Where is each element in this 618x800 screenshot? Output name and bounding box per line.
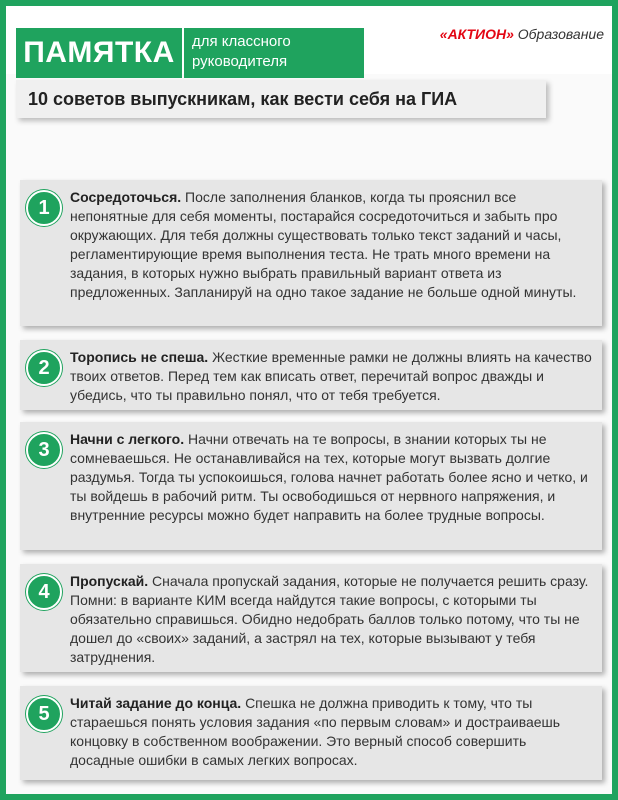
tip-number: 5 [26, 696, 62, 732]
tip-card-4 [20, 564, 602, 672]
tip-body: Начни отвечать на те вопросы, в знании которых ты не сомневаешься. Не останавливайся на тех, которые могут вызвать долгие раздумья. Тогда ты успокоишься, голова начнет работать более ясно и четко, и ты войдешь в рабочий ритм. Ты освободишься от нервного напряжения, и внутренние ресурсы можно будет направить на более трудные вопросы. [70, 431, 588, 523]
tip-card-3 [20, 422, 602, 550]
tip-text [70, 572, 592, 667]
page-title: 10 советов выпускникам, как вести себя на ГИА [16, 80, 546, 118]
tip-card-5 [20, 686, 602, 780]
brand-logo [440, 26, 604, 42]
tip-heading: Пропускай. [70, 573, 149, 589]
header [6, 6, 612, 74]
tip-number: 2 [26, 350, 62, 386]
brand-suffix: Образование [517, 26, 604, 42]
tip-heading: Сосредоточься. [70, 189, 182, 205]
tip-number: 3 [26, 432, 62, 468]
tip-heading: Читай задание до конца. [70, 695, 242, 711]
tip-number: 4 [26, 574, 62, 610]
memo-badge: ПАМЯТКА [16, 28, 182, 78]
audience-label: для классного руководителя [184, 28, 364, 78]
tip-heading: Торопись не спеша. [70, 349, 209, 365]
tip-heading: Начни с легкого. [70, 431, 185, 447]
tip-body: Спешка не должна приводить к тому, что ты стараешься понять условия задания «по первым словам» и достраиваешь концовку в собственном воображении. Это верный способ совершить досадные ошибки в самых легких вопросах. [70, 695, 561, 768]
tip-number: 1 [26, 190, 62, 226]
tip-body: После заполнения бланков, когда ты прояснил все непонятные для себя моменты, постарайся сосредоточиться и забыть про окружающих. Для тебя должны существовать только текст заданий и часы, регламентирующие время выполнения теста. Не трать много времени на задания, в которых нужно выбрать правильный вариант ответа из предложенных. Запланируй на одно такое задание не больше одной минуты. [70, 189, 577, 300]
tip-card-1 [20, 180, 602, 326]
tip-text [70, 694, 592, 770]
tip-card-2 [20, 340, 602, 410]
tip-text [70, 348, 592, 405]
brand-name: «АКТИОН» [439, 26, 514, 42]
tip-body: Жесткие временные рамки не должны влиять на качество твоих ответов. Перед тем как вписать ответ, перечитай вопрос дважды и убедись, что ты правильно понял, что от тебя требуется. [70, 349, 592, 403]
tip-text [70, 430, 592, 525]
tip-text [70, 188, 592, 302]
tip-body: Сначала пропускай задания, которые не получается решить сразу. Помни: в варианте КИМ всегда найдутся такие вопросы, с которыми ты обязательно справишься. Обидно недобрать баллов только потому, что ты не дошел до «своих» заданий, а застрял на тех, которые вызывают у тебя затруднения. [70, 573, 589, 665]
